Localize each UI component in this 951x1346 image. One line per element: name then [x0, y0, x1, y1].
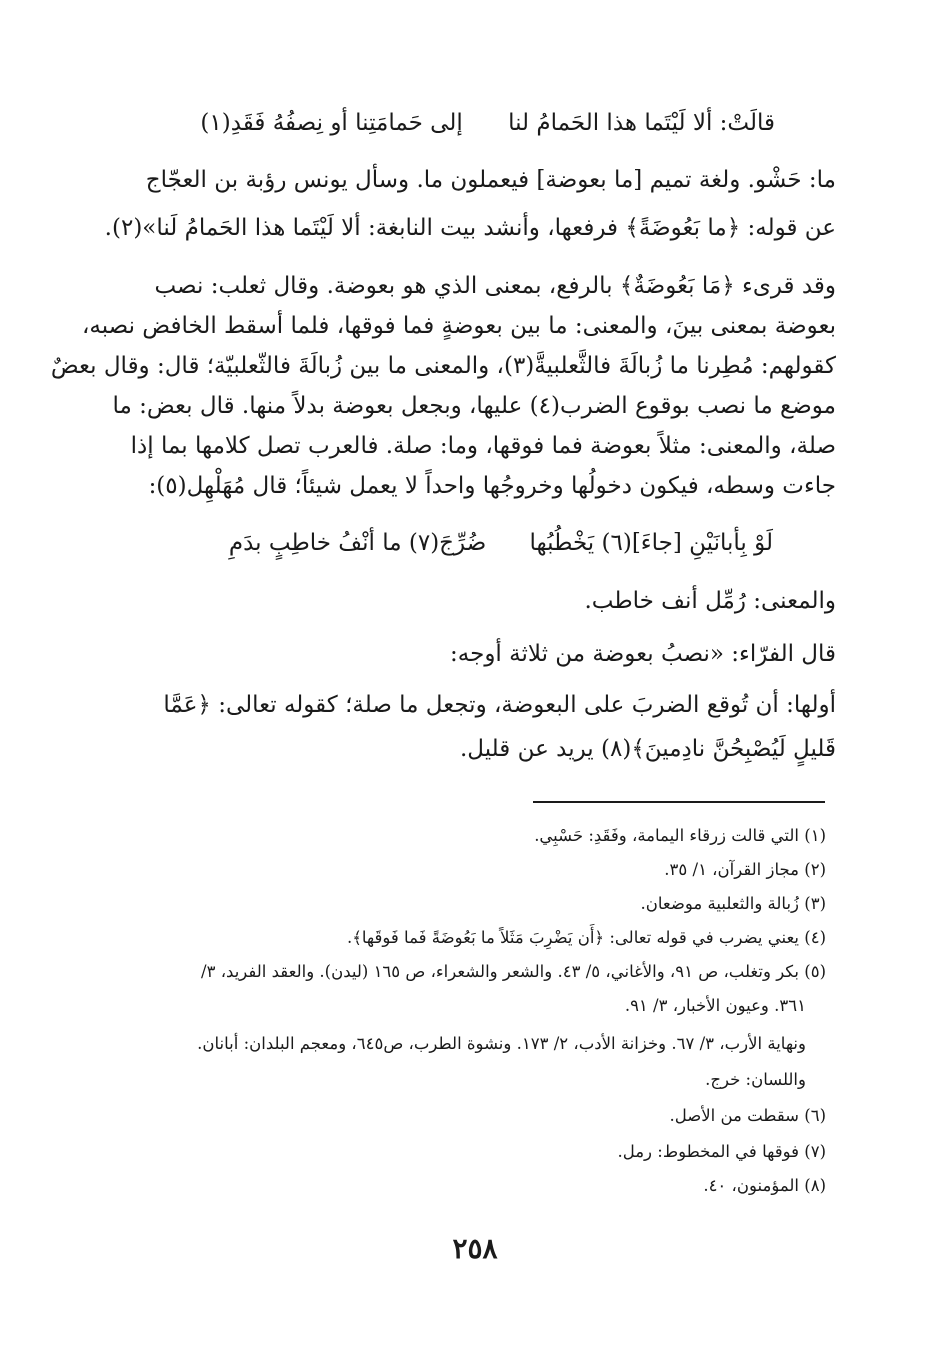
footnote-5-continuation: ٣٦١. وعيون الأخبار، ٣/ ٩١.	[624, 996, 806, 1015]
footnote-1: (١) التي قالت زرقاء اليمامة، وفَقَدِ: حَسْبِي.	[534, 826, 826, 845]
footnote-8: (٨) المؤمنون، ٤٠.	[703, 1176, 826, 1195]
verse-1-hemistich-right: قالَتْ: ألا لَيْتَما هذا الحَمامُ لنا	[508, 110, 775, 136]
paragraph-2-line: جاءت وسطه، فيكون دخولُها وخروجُها واحداً لا يعمل شيئاً؛ قال مُهَلْهِل(٥):	[148, 473, 836, 499]
poem-verse-2	[229, 524, 773, 563]
footnote-5: (٥) بكر وتغلب، ص ٩١، والأغاني، ٥/ ٤٣. والشعر والشعراء، ص ١٦٥ (ليدن). والعقد الفريد، ٣/	[201, 962, 826, 981]
paragraph-2-line: وقد قرىء ﴿مَا بَعُوضَةٌ﴾ بالرفع، بمعنى الذي هو بعوضة. وقال ثعلب: نصب	[154, 273, 836, 299]
footnote-3: (٣) زُبالة والثعلبية موضعان.	[640, 894, 826, 913]
paragraph-2-line: كقولهم: مُطِرنا ما زُبالَةَ فالثَّعلبيةَّ(٣)، والمعنى ما بين زُبالَةَ فالثّعلبيّة؛ قال: وقال بعضٌ	[50, 353, 836, 379]
paragraph-5-line: قَليلٍ لَيُصْبِحُنَّ نادِمينَ﴾(٨) يريد عن قليل.	[460, 736, 836, 762]
paragraph-2-line: موضع ما نصب بوقوع الضرب(٤) عليها، وبجعل بعوضة بدلاً منها. قال بعض: ما	[112, 393, 836, 419]
paragraph-1-line: عن قوله: ﴿ما بَعُوضَةً﴾ فرفعها، وأنشد بيت النابغة: ألا لَيْتَما هذا الحَمامُ لَنا»(٢).	[104, 215, 836, 241]
paragraph-4: قال الفرّاء: «نصبُ بعوضة من ثلاثة أوجه:	[450, 641, 836, 667]
footnote-separator	[533, 801, 825, 803]
verse-1-hemistich-left: إلى حَمامَتِنا أو نِصفُهُ فَقَدِ(١)	[200, 110, 463, 136]
paragraph-5-line: أولها: أن تُوقع الضربَ على البعوضة، وتجعل ما صلة؛ كقوله تعالى: ﴿عَمَّا	[163, 692, 836, 718]
paragraph-2-line: بعوضة بمعنى بينَ، والمعنى: ما بين بعوضةٍ فما فوقها، فلما أسقط الخافض نصبه،	[81, 313, 836, 339]
paragraph-2-line: صلة، والمعنى: مثلاً بعوضة فما فوقها، وما: صلة. فالعرب تصل كلامها بما إذا	[130, 433, 836, 459]
footnote-5-continuation: ونهاية الأرب، ٣/ ٦٧. وخزانة الأدب، ٢/ ١٧٣. ونشوة الطرب، ص٦٤٥، ومعجم البلدان: أبانان.	[197, 1034, 806, 1053]
footnote-6: (٦) سقطت من الأصل.	[669, 1106, 826, 1125]
footnote-7: (٧) فوقها في المخطوط: رمل.	[617, 1142, 826, 1161]
footnote-5-continuation: واللسان: خرج.	[705, 1070, 806, 1089]
footnote-4: (٤) يعني يضرب في قوله تعالى: ﴿أَن يَضْرِبَ مَثَلاً ما بَعُوضَةً فَما فَوقَها﴾.	[346, 928, 826, 947]
verse-2-hemistich-left: ضُرِّجَ(٧) ما أنْفُ خاطِبٍ بدَمِ	[228, 530, 487, 556]
paragraph-3: والمعنى: رُمِّل أنف خاطب.	[584, 588, 836, 614]
verse-2-hemistich-right: لَوْ بِأبانَيْنِ [جاءَ](٦) يَخْطُبُها	[529, 530, 773, 556]
paragraph-1-line: ما: حَشْو. ولغة تميم [ما بعوضة] فيعملون ما. وسأل يونس رؤبة بن العجّاج	[145, 167, 836, 193]
poem-verse-1	[200, 104, 775, 143]
footnote-2: (٢) مجاز القرآن، ١/ ٣٥.	[664, 860, 826, 879]
page-number: ٢٥٨	[452, 1232, 498, 1265]
